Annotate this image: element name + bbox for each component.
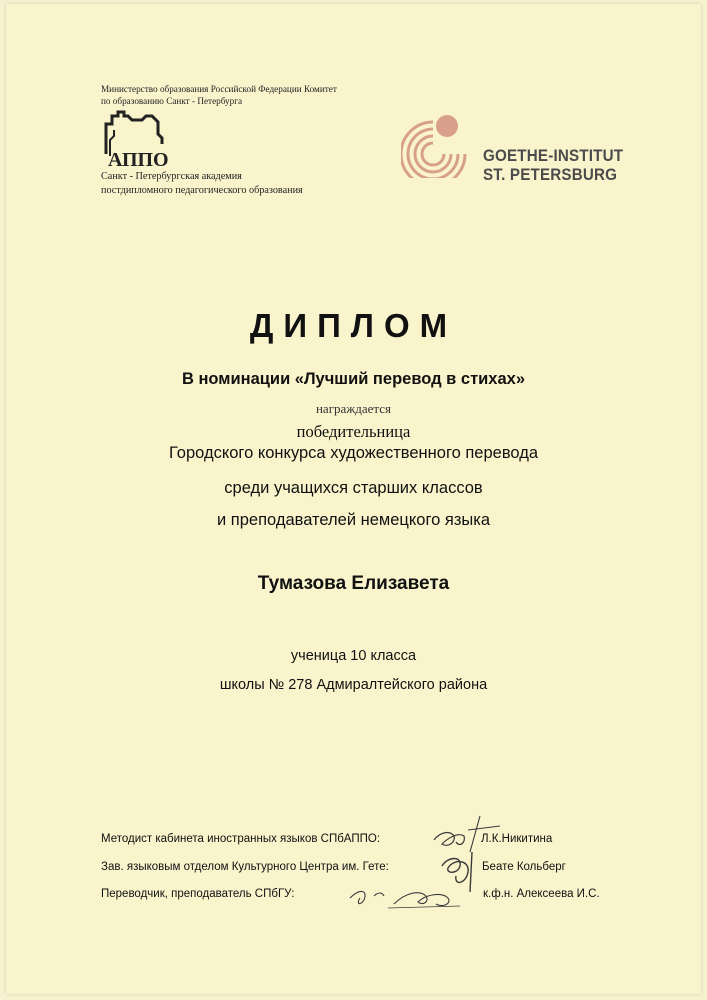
winner-text: победительница: [296, 422, 411, 441]
signatory-role-2: Зав. языковым отделом Культурного Центра им. Гете:: [101, 861, 389, 873]
signatory-name-3: к.ф.н. Алексеева И.С.: [483, 888, 600, 900]
goethe-line-1: GOETHE-INSTITUT: [483, 147, 624, 165]
handwritten-signatures: [330, 812, 510, 922]
goethe-institut-logo: [401, 112, 479, 178]
ministry-line-2: по образованию Санкт - Петербурга: [101, 96, 243, 106]
recipient-grade: ученица 10 класса: [290, 648, 417, 664]
diploma-title: ДИПЛОМ: [249, 307, 458, 344]
recipient-school: школы № 278 Адмиралтейского района: [219, 677, 488, 693]
goethe-institut-name: [483, 147, 623, 185]
signature-1: [434, 833, 464, 846]
signature-2: [442, 852, 472, 892]
ministry-header: [101, 83, 401, 107]
contest-line-2: среди учащихся старших классов: [224, 479, 483, 497]
contest-line-3: и преподавателей немецкого языка: [216, 511, 490, 529]
appo-logo: [102, 110, 172, 168]
awarded-text: награждается: [315, 401, 392, 416]
signature-3: [350, 891, 384, 903]
signatory-name-1: Л.К.Никитина: [481, 833, 553, 845]
ministry-line-1: Министерство образования Российской Федерации Комитет: [101, 84, 337, 94]
signatory-role-3: Переводчик, преподаватель СПбГУ:: [101, 888, 295, 900]
appo-logo-text: АППО: [108, 149, 169, 168]
signatory-role-1: Методист кабинета иностранных языков СПбАППО:: [101, 833, 381, 845]
academy-line-1: Санкт - Петербургская академия: [101, 171, 242, 182]
goethe-line-2: ST. PETERSBURG: [483, 166, 618, 184]
signatory-name-2: Беате Кольберг: [482, 861, 566, 873]
academy-line-2: постдипломного педагогического образования: [101, 185, 303, 196]
nomination: В номинации «Лучший перевод в стихах»: [181, 370, 526, 388]
contest-line-1: Городского конкурса художественного перевода: [168, 444, 539, 462]
recipient-name: Тумазова Елизавета: [257, 573, 450, 594]
academy-name: [101, 170, 391, 198]
